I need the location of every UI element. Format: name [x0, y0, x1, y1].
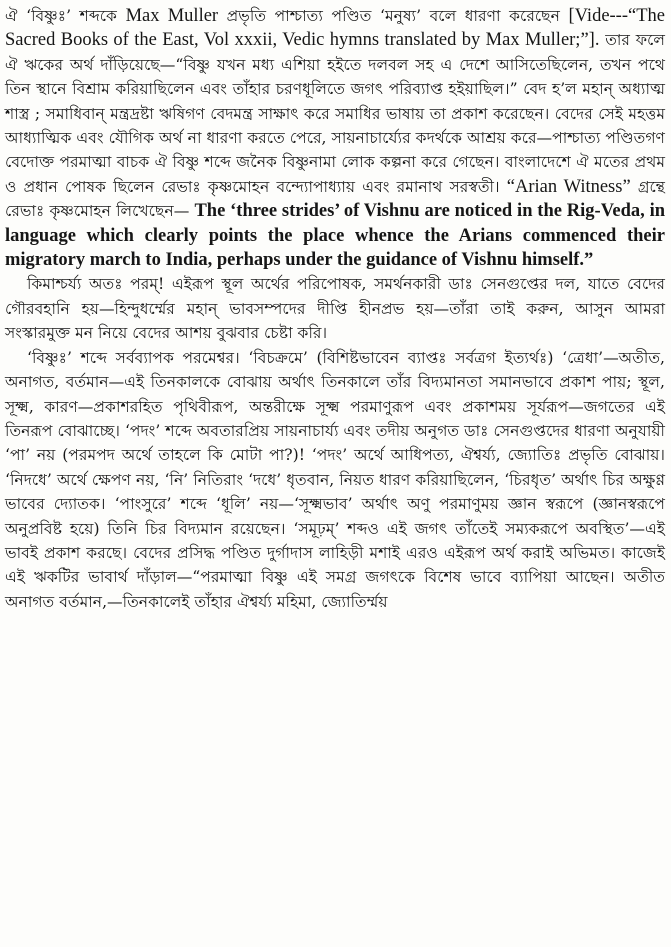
p1-text-b: প্রভৃতি পাশ্চাত্য পণ্ডিত ‘মনুষ্য’ বলে ধারণা করেছেন — [226, 7, 560, 25]
paragraph-1 — [5, 4, 665, 272]
p1-name-max-muller: Max Muller — [125, 6, 219, 26]
p1-citation: [Vide---“The Sacred Books of the East, Vol xxxii, Vedic hymns translated by Max Muller;”]. — [5, 6, 665, 51]
p1-text-a: ঐ ‘বিষ্ণুঃ’ শব্দকে — [5, 7, 117, 25]
p1-english-quote: The ‘three strides’ of Vishnu are noticed in the Rig-Veda, in language which clearly points the place whence the Arians commenced their migratory march to India, perhaps under the guidance of Vishnu himself.” — [5, 201, 665, 271]
paragraph-3: ‘বিষ্ণুঃ’ শব্দে সর্বব্যাপক পরমেশ্বর। ‘বিচক্রমে’ (বিশিষ্টভাবেন ব্যাপ্তঃ সর্বত্রগ ইত্যর্থঃ) ‘ত্রেধা’—অতীত, অনাগত, বর্তমান—এই তিনকালকে বোঝায় অর্থাৎ তিনকালে তাঁর বিদ্যমানতা সমানভাবে প্রকাশ পায়; স্থূল, সূক্ষ্ম, কারণ—প্রকাশরহিত পৃথিবীরূপ, অন্তরীক্ষে সূক্ষ্ম পরমাণুরূপ এবং প্রকাশময় সূর্যরূপ—জগতের এই তিনরূপ বোঝাচ্ছে। ‘পদং’ শব্দে অবতারপ্রিয় সায়নাচার্য্য এবং তদীয় অনুগত ডাঃ সেনগুপ্তদের ধারণা অনুযায়ী ‘পা’ নয় (পরমপদ অর্থে তাহলে কি মোটা পা?)! ‘পদং’ অর্থে আধিপত্য, ঐশ্বর্য্য, জ্যোতিঃ প্রভৃতি বোঝায়। ‘নিদধে’ অর্থে ক্ষেপণ নয়, ‘নি’ নিতিরাং ‘দধে’ ধৃতবান, নিয়ত ধারণ করিয়াছিলেন, ‘চিরধৃত’ অর্থাৎ চির অক্ষুণ্ণ ভাবের দ্যোতক। ‘পাংসুরে’ শব্দে ‘ধূলি’ নয়—‘সূক্ষ্মভাব’ অর্থাৎ অণু পরমাণুময় জ্ঞান স্বরূপে (জ্ঞানস্বরূপে অনুপ্রবিষ্ট হয়ে) তিনি চির বিদ্যমান রয়েছেন। ‘সমূঢ়ম্’ শব্দও এই জগৎ তাঁতেই সম্যকরূপে অবস্থিত’—এই ভাবই প্রকাশ করছে। বেদের প্রসিদ্ধ পণ্ডিত দুর্গাদাস লাহিড়ী মশাই এরও এইরূপ অর্থ করাই অভিমত। কাজেই এই ঋকটির ভাবার্থ দাঁড়াল—“পরমাত্মা বিষ্ণু এই সমগ্র জগৎকে বিশেষ ভাবে ব্যাপিয়া আছেন। অতীত অনাগত বর্তমান,—তিনকালেই তাঁহার ঐশ্বর্য্য মহিমা, জ্যোতির্ম্ময় — [5, 348, 665, 611]
p1-text-c: তার ফলে ঐ ঋকের অর্থ দাঁড়িয়েছে—“বিষ্ণু যখন মধ্য এশিয়া হইতে দলবল সহ এ দেশে আসিতেছিলেন, তখন পথে তিন স্থানে বিশ্রাম করিয়াছিলেন এবং তাঁহার চরণধূলিতে জগৎ পরিব্যাপ্ত হইয়াছিল।” বেদ হ’ল মহান্ অধ্যাত্ম শাস্ত্র ; সমাধিবান্ মন্ত্রদ্রষ্টা ঋষিগণ বেদমন্ত্র সাক্ষাৎ করে সমাধির ভাষায় তা প্রকাশ করেছেন। বেদের সেই মহত্তম আধ্যাত্মিক এবং যৌগিক অর্থ না ধারণা করতে পেরে, সায়নাচার্য্যের কদর্থকে আশ্রয় করে—পাশ্চাত্য পণ্ডিতগণ বেদোক্ত পরমাত্মা বাচক ঐ বিষ্ণু শব্দে জনৈক বিষ্ণুনামা লোক কল্পনা করে গেছেন। বাংলাদেশে ঐ মতের প্রথম ও প্রধান পোষক ছিলেন রেভাঃ কৃষ্ণমোহন বন্দ্যোপাধ্যায় এবং রমানাথ সরস্বতী। — [5, 31, 665, 196]
p1-book-title: “Arian Witness” — [506, 176, 631, 197]
paragraph-2: কিমাশ্চর্য্য অতঃ পরম্! এইরূপ স্থূল অর্থের পরিপোষক, সমর্থনকারী ডাঃ সেনগুপ্তের দল, যাতে বেদের গৌরবহানি হয়—হিন্দুধর্ম্মের মহান্ ভাবসম্পদের দীপ্তি হীনপ্রভ হয়—তাঁরা তাই করুন, আসুন আমরা সংস্কারমুক্ত মন নিয়ে বেদের আশয় বুঝবার চেষ্টা করি। — [5, 275, 665, 343]
p1-text-d: গ্রন্থে রেভাঃ কৃষ্ণমোহন লিখেছেন— — [5, 177, 665, 221]
